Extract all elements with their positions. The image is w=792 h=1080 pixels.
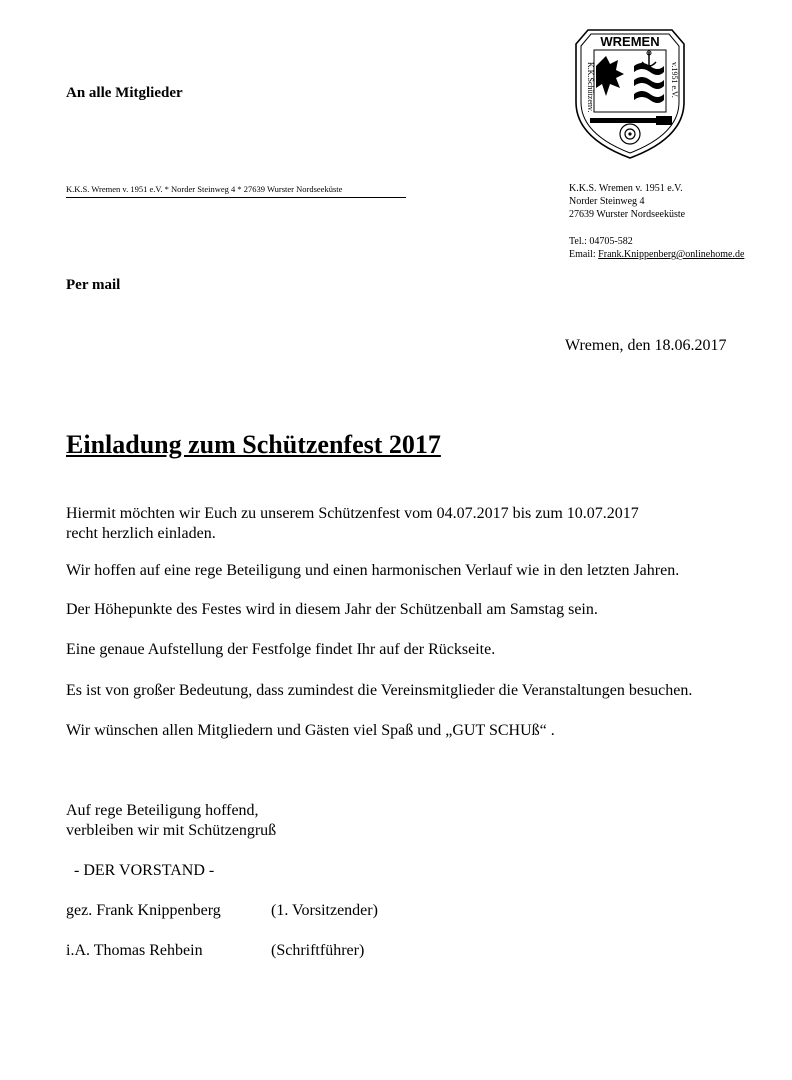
recipient-line: An alle Mitglieder [66,85,183,101]
svg-text:WREMEN: WREMEN [600,34,660,49]
board-signoff: - DER VORSTAND - [74,862,215,879]
email-label: Email: [569,249,596,260]
sender-street: Norder Steinweg 4 [569,196,645,207]
club-crest-icon [572,26,688,160]
closing-line: Auf rege Beteiligung hoffend, [66,802,259,819]
sender-address [569,182,685,221]
sender-name: K.K.S. Wremen v. 1951 e.V. [569,183,683,194]
signature-role: (1. Vorsitzender) [271,902,378,919]
body-paragraph-invitation [66,504,639,544]
delivery-method: Per mail [66,277,121,293]
body-paragraph-importance: Es ist von großer Bedeutung, dass zumindest die Vereinsmitglieder die Veranstaltungen besuchen. [66,682,693,699]
email-link[interactable]: Frank.Knippenberg@onlinehome.de [598,249,745,260]
letter-subject: Einladung zum Schützenfest 2017 [66,430,441,459]
sender-contact [569,235,744,261]
body-line: recht herzlich einladen. [66,525,216,542]
closing [66,801,276,841]
signature-name: i.A. Thomas Rehbein [66,942,203,959]
body-paragraph-hope: Wir hoffen auf eine rege Beteiligung und einen harmonischen Verlauf wie in den letzten Jahren. [66,562,680,579]
svg-text:K.K.Schützenv.: K.K.Schützenv. [586,62,595,113]
phone-number: 04705-582 [589,236,633,247]
phone-line [569,235,744,248]
signature-name: gez. Frank Knippenberg [66,902,221,919]
return-address: K.K.S. Wremen v. 1951 e.V. * Norder Steinweg 4 * 27639 Wurster Nordseeküste [66,184,343,194]
email-line [569,248,744,261]
svg-text:v.1951 e.V.: v.1951 e.V. [670,62,679,98]
sender-city: 27639 Wurster Nordseeküste [569,209,686,220]
signature-role: (Schriftführer) [271,942,365,959]
closing-line: verbleiben wir mit Schützengruß [66,822,277,839]
dateline: Wremen, den 18.06.2017 [565,337,727,354]
body-paragraph-schedule: Eine genaue Aufstellung der Festfolge findet Ihr auf der Rückseite. [66,641,496,658]
body-paragraph-wishes: Wir wünschen allen Mitgliedern und Gästen viel Spaß und „GUT SCHUß“ . [66,722,555,739]
phone-label: Tel.: [569,236,587,247]
body-line: Hiermit möchten wir Euch zu unserem Schützenfest vom 04.07.2017 bis zum 10.07.2017 [66,505,639,522]
return-address-rule [66,197,406,198]
body-paragraph-highlight: Der Höhepunkte des Festes wird in diesem Jahr der Schützenball am Samstag sein. [66,601,598,618]
